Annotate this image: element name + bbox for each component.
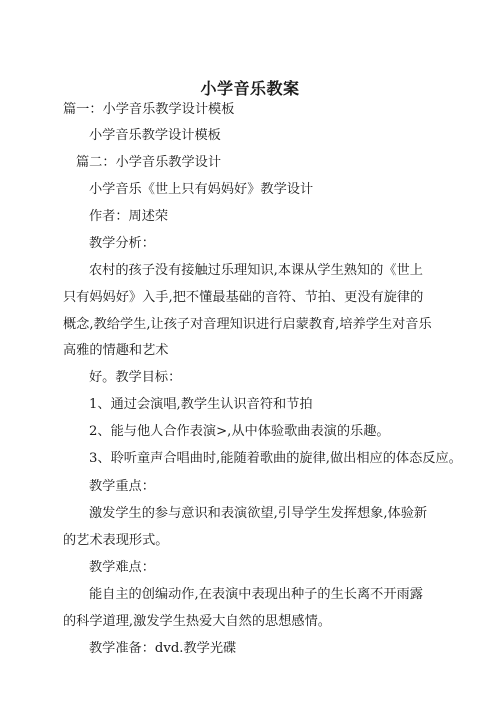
lesson-title: 小学音乐《世上只有妈妈好》教学设计 (89, 182, 314, 197)
author-line: 作者：周述荣 (89, 209, 169, 224)
section-two-heading: 篇二：小学音乐教学设计 (76, 155, 222, 170)
section-one-subheading: 小学音乐教学设计模板 (89, 128, 221, 143)
goal-item-1: 1、通过会演唱,教学生认识音符和节拍 (89, 397, 313, 412)
section-one-heading: 篇一：小学音乐教学设计模板 (63, 102, 235, 117)
difficulty-paragraph: 能自主的创编动作,在表演中表现出种子的生长离不开雨露的科学道理,激发学生热爱大自然的思想感情。 (63, 587, 423, 629)
difficulty-heading: 教学难点： (89, 560, 155, 575)
document-title: 小学音乐教案 (200, 79, 300, 98)
analysis-paragraph: 农村的孩子没有接触过乐理知识,本课从学生熟知的《世上只有妈妈好》入手,把不懂最基础的音符、节拍、更没有旋律的概念,教给学生,让孩子对音理知识进行启蒙教育,培养学生对音乐高雅的情趣和艺术 (63, 263, 432, 359)
key-points-paragraph: 激发学生的参与意识和表演欲望,引导学生发挥想象,体验新的艺术表现形式。 (63, 506, 428, 548)
goals-heading: 好。教学目标： (89, 370, 182, 385)
preparation-line: 教学准备：dvd.教学光碟 (89, 641, 237, 656)
goal-item-3: 3、聆听童声合唱曲时,能随着歌曲的旋律,做出相应的体态反应。 (89, 451, 462, 466)
analysis-heading: 教学分析： (89, 236, 155, 251)
key-points-heading: 教学重点： (89, 479, 155, 494)
goal-item-2: 2、能与他人合作表演>,从中体验歌曲表演的乐趣。 (89, 424, 390, 439)
